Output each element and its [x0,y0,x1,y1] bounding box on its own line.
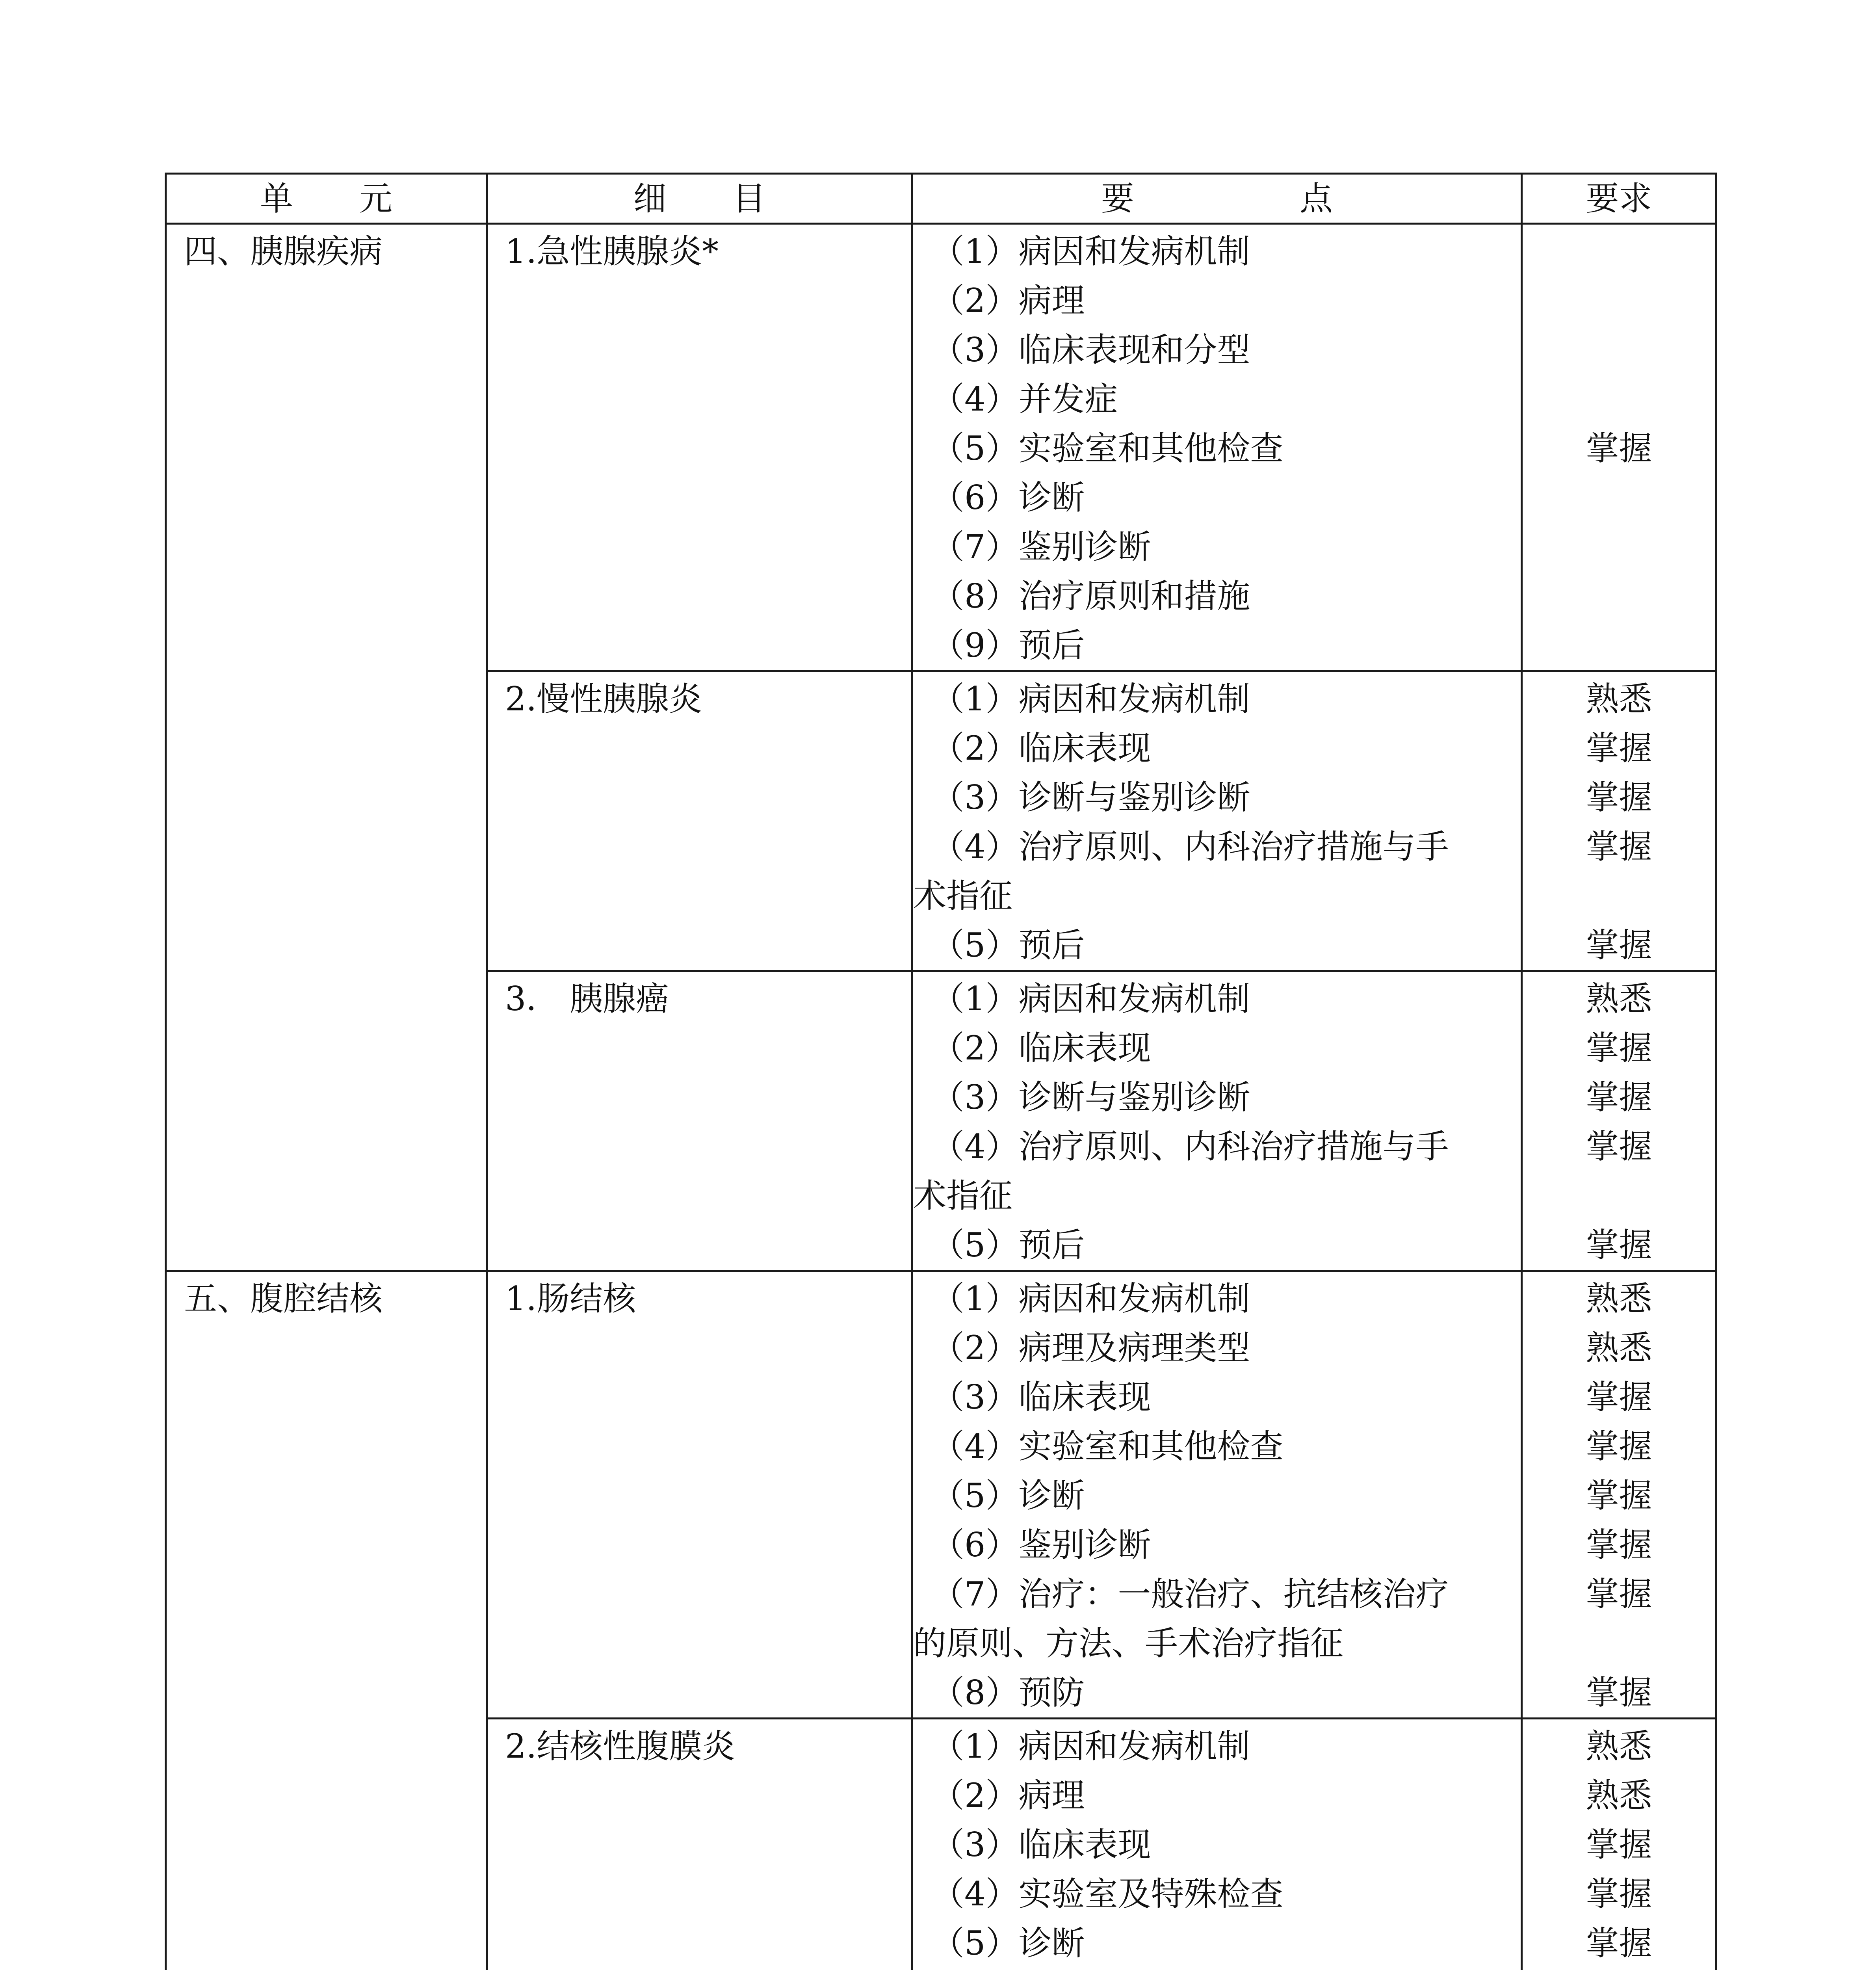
point-line: （3）诊断与鉴别诊断 [931,1078,1250,1117]
item-cell: 1.肠结核 [487,1271,912,1719]
points-cell [912,224,1522,671]
requirement-value: 掌握 [1586,1526,1652,1564]
requirement-value: 熟悉 [1586,1329,1652,1367]
requirement-value: 掌握 [1586,1127,1652,1166]
requirement-cell: 掌握 [1522,224,1716,671]
requirement-value: 掌握 [1586,1575,1652,1613]
requirement-value: 掌握 [1586,1875,1652,1913]
requirement-value: 熟悉 [1586,680,1652,718]
requirement-value: 掌握 [1586,778,1652,817]
header-points: 要 点 [912,174,1522,224]
requirement-value: 掌握 [1586,1029,1652,1067]
requirement-value: 掌握 [1586,1924,1652,1963]
requirement-value: 熟悉 [1586,1279,1652,1318]
point-line: （4）并发症 [931,380,1118,418]
point-line: （2）临床表现 [931,729,1151,768]
point-line: （2）临床表现 [931,1029,1151,1067]
requirement-value: 掌握 [1586,1078,1652,1117]
header-unit: 单 元 [166,174,487,224]
requirement-value [1523,1968,1715,1970]
point-line: （5）诊断 [931,1924,1085,1963]
item-cell: 2.结核性腹膜炎 [487,1719,912,1970]
requirement-cell [1522,971,1716,1271]
item-cell: 2.慢性胰腺炎 [487,671,912,971]
requirement-value: 掌握 [1586,1226,1652,1264]
point-line: （3）临床表现 [931,1825,1151,1864]
point-line: （8）治疗原则和措施 [931,577,1250,615]
syllabus-table [165,173,1717,1970]
point-line: （1）病因和发病机制 [931,232,1250,271]
point-line: （7）治疗：一般治疗、抗结核治疗 [931,1575,1449,1613]
point-line: 术指征 [913,877,1013,915]
point-line: （5）实验室和其他检查 [931,429,1283,468]
requirement-value: 掌握 [1586,1476,1652,1515]
point-line: （9）预后 [931,626,1085,665]
requirement-cell [1522,1719,1716,1970]
requirement-value [1523,872,1715,921]
point-line: （4）治疗原则、内科治疗措施与手 [931,1127,1449,1166]
requirement-value: 掌握 [1586,729,1652,768]
item-cell: 3． 胰腺癌 [487,971,912,1271]
header-item: 细 目 [487,174,912,224]
requirement-value: 掌握 [1586,1378,1652,1416]
header-requirement: 要求 [1522,174,1716,224]
point-line: （1）病因和发病机制 [931,979,1250,1018]
table-row [166,224,1716,671]
requirement-value [1523,1619,1715,1668]
requirement-value: 熟悉 [1586,1776,1652,1815]
point-line: （6）诊断 [931,478,1085,517]
point-line: （5）诊断 [931,1476,1085,1515]
requirement-value: 掌握 [1586,1673,1652,1712]
requirement-value: 掌握 [1586,827,1652,866]
requirement-value: 掌握 [1586,1825,1652,1864]
points-cell [912,1271,1522,1719]
point-line: （7）鉴别诊断 [931,528,1151,566]
point-line: （2）病理 [931,281,1085,320]
requirement-value: 熟悉 [1586,1727,1652,1766]
point-line: （5）预后 [931,1226,1085,1264]
point-line: （5）预后 [931,926,1085,965]
item-cell: 1.急性胰腺炎* [487,224,912,671]
requirement-value: 熟悉 [1586,979,1652,1018]
requirement-value [1523,1171,1715,1221]
point-line: （2）病理及病理类型 [931,1329,1250,1367]
points-cell [912,671,1522,971]
table-row [166,1271,1716,1719]
point-line [931,1968,1514,1970]
requirement-value: 掌握 [1586,926,1652,965]
table-header-row [166,174,1716,224]
point-line: （4）实验室和其他检查 [931,1427,1283,1466]
point-line: （1）病因和发病机制 [931,680,1250,718]
point-line: （6）鉴别诊断 [931,1526,1151,1564]
point-line: （1）病因和发病机制 [931,1279,1250,1318]
unit-cell: 五、腹腔结核 [166,1271,487,1970]
requirement-value: 掌握 [1586,1427,1652,1466]
points-cell [912,971,1522,1271]
point-line: （3）诊断与鉴别诊断 [931,778,1250,817]
point-line: （1）病因和发病机制 [931,1727,1250,1766]
point-line: 术指征 [913,1176,1013,1215]
point-line: （3）临床表现和分型 [931,331,1250,369]
point-line: 的原则、方法、手术治疗指征 [913,1624,1344,1663]
point-line: （8）预防 [931,1673,1085,1712]
point-line: （2）病理 [931,1776,1085,1815]
unit-cell: 四、胰腺疾病 [166,224,487,1271]
point-line: （3）临床表现 [931,1378,1151,1416]
point-line: （4）实验室及特殊检查 [931,1875,1283,1913]
points-cell [912,1719,1522,1970]
point-line: （4）治疗原则、内科治疗措施与手 [931,827,1449,866]
requirement-cell [1522,671,1716,971]
requirement-cell [1522,1271,1716,1719]
